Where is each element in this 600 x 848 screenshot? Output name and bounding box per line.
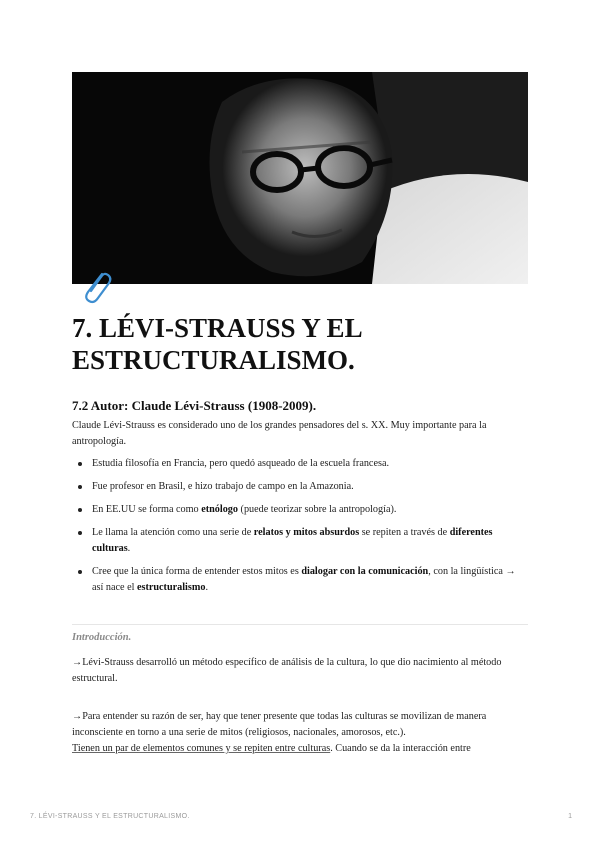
bullet-text: Cree que la única forma de entender estos mitos es: [92, 566, 302, 577]
list-item: [72, 502, 528, 518]
bullet-text: .: [127, 543, 131, 554]
paragraph-text: →Para entender su razón de ser, hay que tener presente que todas las culturas se movilizan de manera inconsciente en torno a una serie de mitos (religiosos, nacionales, amorosos, etc.).: [72, 711, 487, 738]
intro-paragraph: Claude Lévi-Strauss es considerado uno de los grandes pensadores del s. XX. Muy importante para la antropología.: [72, 420, 487, 447]
bullet-bold-text: etnólogo: [201, 504, 238, 515]
title-line-1: 7. LÉVI-STRAUSS Y EL: [72, 313, 363, 343]
introduction-paragraph-2: [72, 709, 528, 757]
paragraph-text: . Cuando se da la interacción entre: [330, 743, 471, 754]
section-divider: [72, 624, 528, 625]
bullet-icon: [78, 570, 82, 574]
bullet-text: Le llama la atención como una serie de: [92, 527, 254, 538]
bullet-text: .: [205, 582, 208, 593]
bullet-bold-text: estructuralismo: [136, 582, 206, 593]
bullet-text: (puede teorizar sobre la antropología).: [238, 504, 397, 515]
paperclip-icon: [76, 266, 116, 306]
page-title: [72, 312, 532, 376]
title-line-2: ESTRUCTURALISMO.: [72, 345, 355, 375]
footer-title: 7. LÉVI-STRAUSS Y EL ESTRUCTURALISMO.: [30, 813, 190, 820]
bullet-icon: [78, 485, 82, 489]
list-item: [72, 456, 528, 472]
bullet-text: , con la lingüística → así nace el: [92, 566, 516, 593]
list-item: [72, 564, 528, 596]
bullet-list: [72, 456, 528, 603]
bullet-text: Estudia filosofía en Francia, pero quedó asqueado de la escuela francesa.: [92, 458, 390, 469]
bullet-bold-text: relatos y mitos absurdos: [253, 527, 360, 538]
list-item: [72, 525, 528, 557]
underlined-text: Tienen un par de elementos comunes y se repiten entre culturas: [72, 743, 331, 754]
section-subtitle: 7.2 Autor: Claude Lévi-Strauss (1908-2009).: [72, 398, 317, 413]
bullet-text: se repiten a través de: [359, 527, 450, 538]
bullet-text: En EE.UU se forma como: [92, 504, 202, 515]
introduction-paragraph-1: →Lévi-Strauss desarrolló un método específico de análisis de la cultura, lo que dio nacimiento al método estructural.: [72, 657, 502, 684]
bullet-icon: [78, 508, 82, 512]
bullet-bold-text: dialogar con la comunicación: [301, 566, 429, 577]
list-item: [72, 479, 528, 495]
page-number: 1: [568, 813, 572, 820]
author-photo: [72, 72, 528, 284]
bullet-bold-text: diferentes culturas: [92, 527, 493, 554]
bullet-icon: [78, 462, 82, 466]
bullet-icon: [78, 531, 82, 535]
bullet-text: Fue profesor en Brasil, e hizo trabajo de campo en la Amazonia.: [92, 481, 354, 492]
introduction-heading: Introducción.: [72, 632, 132, 643]
